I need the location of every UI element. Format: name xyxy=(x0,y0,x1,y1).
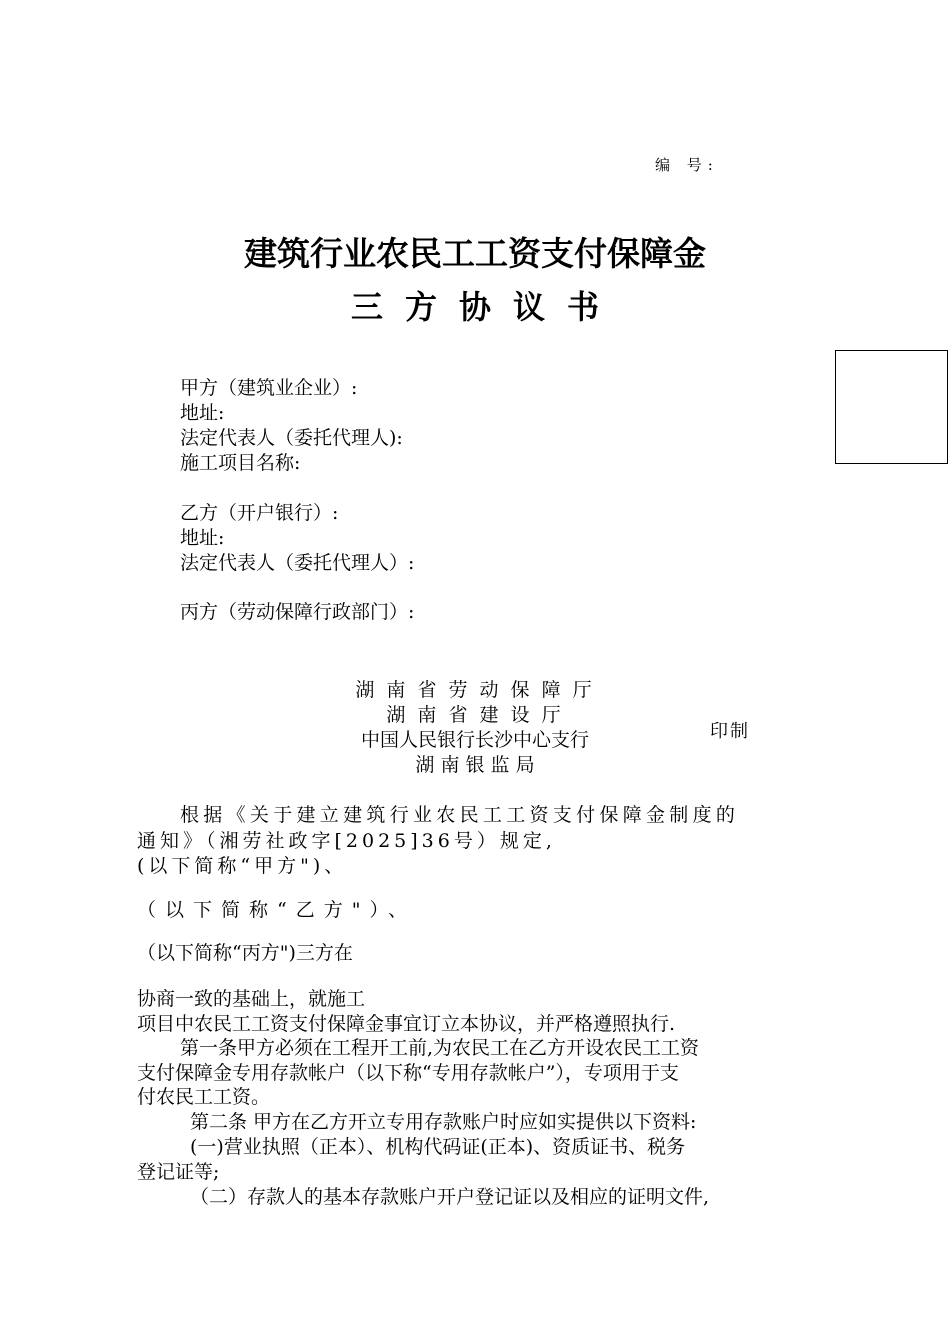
body-line: (一)营业执照（正本）、机构代码证(正本)、资质证书、税务 xyxy=(190,1136,686,1158)
party-a-name: 甲方（建筑业企业）: xyxy=(180,377,358,399)
body-line: 第一条甲方必须在工程开工前,为农民工在乙方开设农民工工资 xyxy=(180,1037,700,1059)
document-title: 建筑行业农民工工资支付保障金 xyxy=(244,234,706,273)
body-line: （以下简称“丙方")三方在 xyxy=(137,942,353,964)
printer-banking-regulator: 湖 南 银 监 局 xyxy=(415,754,535,776)
body-line: 付农民工工资。 xyxy=(137,1086,271,1108)
party-a-project-name: 施工项目名称: xyxy=(180,452,301,474)
body-line: 协商一致的基础上，就施工 xyxy=(137,988,366,1010)
party-c-name: 丙方（劳动保障行政部门）: xyxy=(180,601,415,623)
document-number-label: 编 号: xyxy=(655,156,719,174)
printer-labor-dept: 湖 南 省 劳 动 保 障 厅 xyxy=(355,679,595,701)
seal-box xyxy=(835,350,948,464)
body-line: 登记证等; xyxy=(137,1161,220,1183)
party-b-address: 地址: xyxy=(180,527,225,549)
party-a-address: 地址: xyxy=(180,402,225,424)
printed-by-label: 印制 xyxy=(710,721,750,742)
body-line: (以下简称“甲方")、 xyxy=(137,855,348,877)
party-a-representative: 法定代表人（委托代理人): xyxy=(180,427,403,449)
printer-central-bank: 中国人民银行长沙中心支行 xyxy=(360,729,589,751)
body-line: （二）存款人的基本存款账户开户登记证以及相应的证明文件, xyxy=(190,1186,710,1208)
body-line: （以下简称“乙方"）、 xyxy=(137,899,416,921)
party-b-name: 乙方（开户银行）: xyxy=(180,502,339,524)
party-b-representative: 法定代表人（委托代理人）: xyxy=(180,552,415,574)
body-line: 通知》（湘劳社政字[2025]36号）规定, xyxy=(137,830,556,852)
body-line: 第二条 甲方在乙方开立专用存款账户时应如实提供以下资料: xyxy=(190,1111,697,1133)
printer-construction-dept: 湖 南 省 建 设 厅 xyxy=(386,704,564,726)
body-line: 支付保障金专用存款帐户（以下称“专用存款帐户”），专项用于支 xyxy=(137,1062,679,1084)
body-line: 根据《关于建立建筑行业农民工工资支付保障金制度的 xyxy=(180,804,740,826)
document-subtitle: 三方协议书 xyxy=(350,288,621,326)
body-line: 项目中农民工工资支付保障金事宜订立本协议，并严格遵照执行. xyxy=(137,1013,676,1035)
